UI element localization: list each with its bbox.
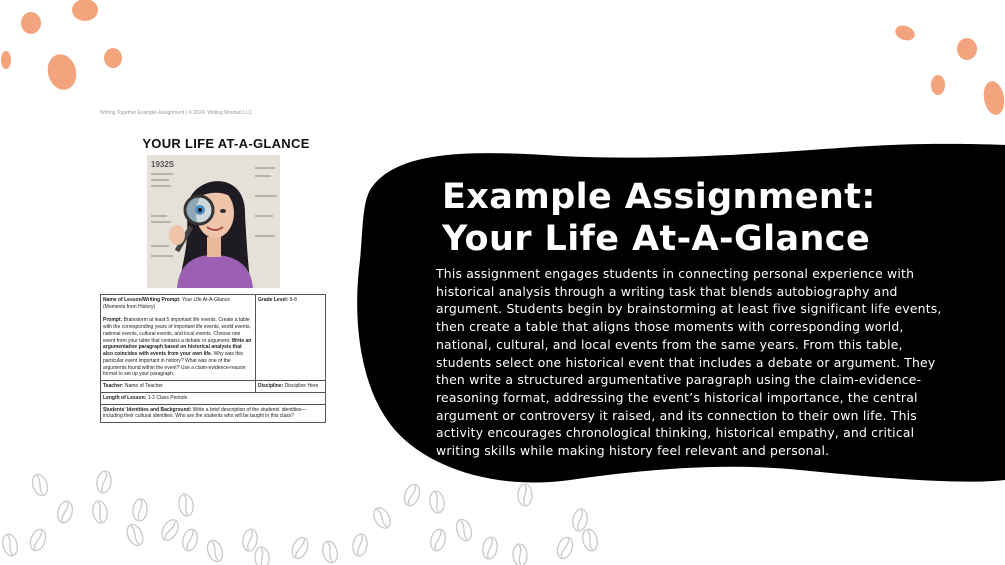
image-year-text: 1932S (151, 160, 175, 169)
teacher-label: Teacher: (103, 383, 124, 389)
grade-label: Grade Level: (258, 297, 289, 303)
slide-heading (442, 176, 922, 260)
discipline-value: Discipline Here (284, 383, 319, 389)
heading-line-1: Example Assignment: (442, 177, 876, 217)
prompt-tail-text: Why was this particular event important in history? What was one of the arguments found within the event? Use a claim-evidence-reason format to set up your paragraph. (103, 351, 246, 378)
assignment-description: This assignment engages students in connecting personal experience with historical analysis through a writing task that blends autobiography and argument. Students begin by brainstorming at least five significant life events, then create a table that aligns those moments with corresponding world, national, cultural, and local events from the same years. From this table, students select one historical event that includes a debate or argument. They then write a structured argumentative paragraph using the claim-evidence-reasoning format, addressing the event’s historical importance, the central argument or controversy it raised, and its connection to their own life. This activity encourages chronological thinking, historical empathy, and critical writing skills while making history feel relevant and personal. (436, 266, 942, 459)
teacher-value: Name of Teacher (124, 383, 163, 389)
discipline-label: Discipline: (258, 383, 284, 389)
prompt-text: Brainstorm at least 5 important life events. Create a table with the corresponding years of important life events, world events, national events, cultural events, and local events. Choose one event from your table that contains a debate or argument. (103, 317, 251, 344)
document-header: Writing Together Example Assignment | © 2024: Writing Mindset LLC (100, 110, 253, 116)
lesson-label: Name of Lesson/Writing Prompt: (103, 297, 181, 303)
length-value: 1-2 Class Periods (147, 394, 188, 401)
students-value: Write a brief description of the students’ identities—including their cultural identities. Who are the students who will be taught in this class? (103, 406, 307, 420)
prompt-bold-text: Write an argumentative paragraph based on historical analysis that also coincides with events from your own life. (103, 337, 252, 357)
document-title: YOUR LIFE AT-A-GLANCE (142, 136, 310, 151)
length-label: Length of Lesson: (103, 394, 147, 401)
students-label: Students’ Identities and Background: (103, 406, 192, 413)
grade-value: 6-8 (289, 297, 297, 303)
prompt-label: Prompt: (103, 317, 123, 324)
lesson-value: Your Life At-A-Glance (Moments from History) (103, 297, 230, 310)
heading-line-2: Your Life At-A-Glance (442, 219, 871, 259)
